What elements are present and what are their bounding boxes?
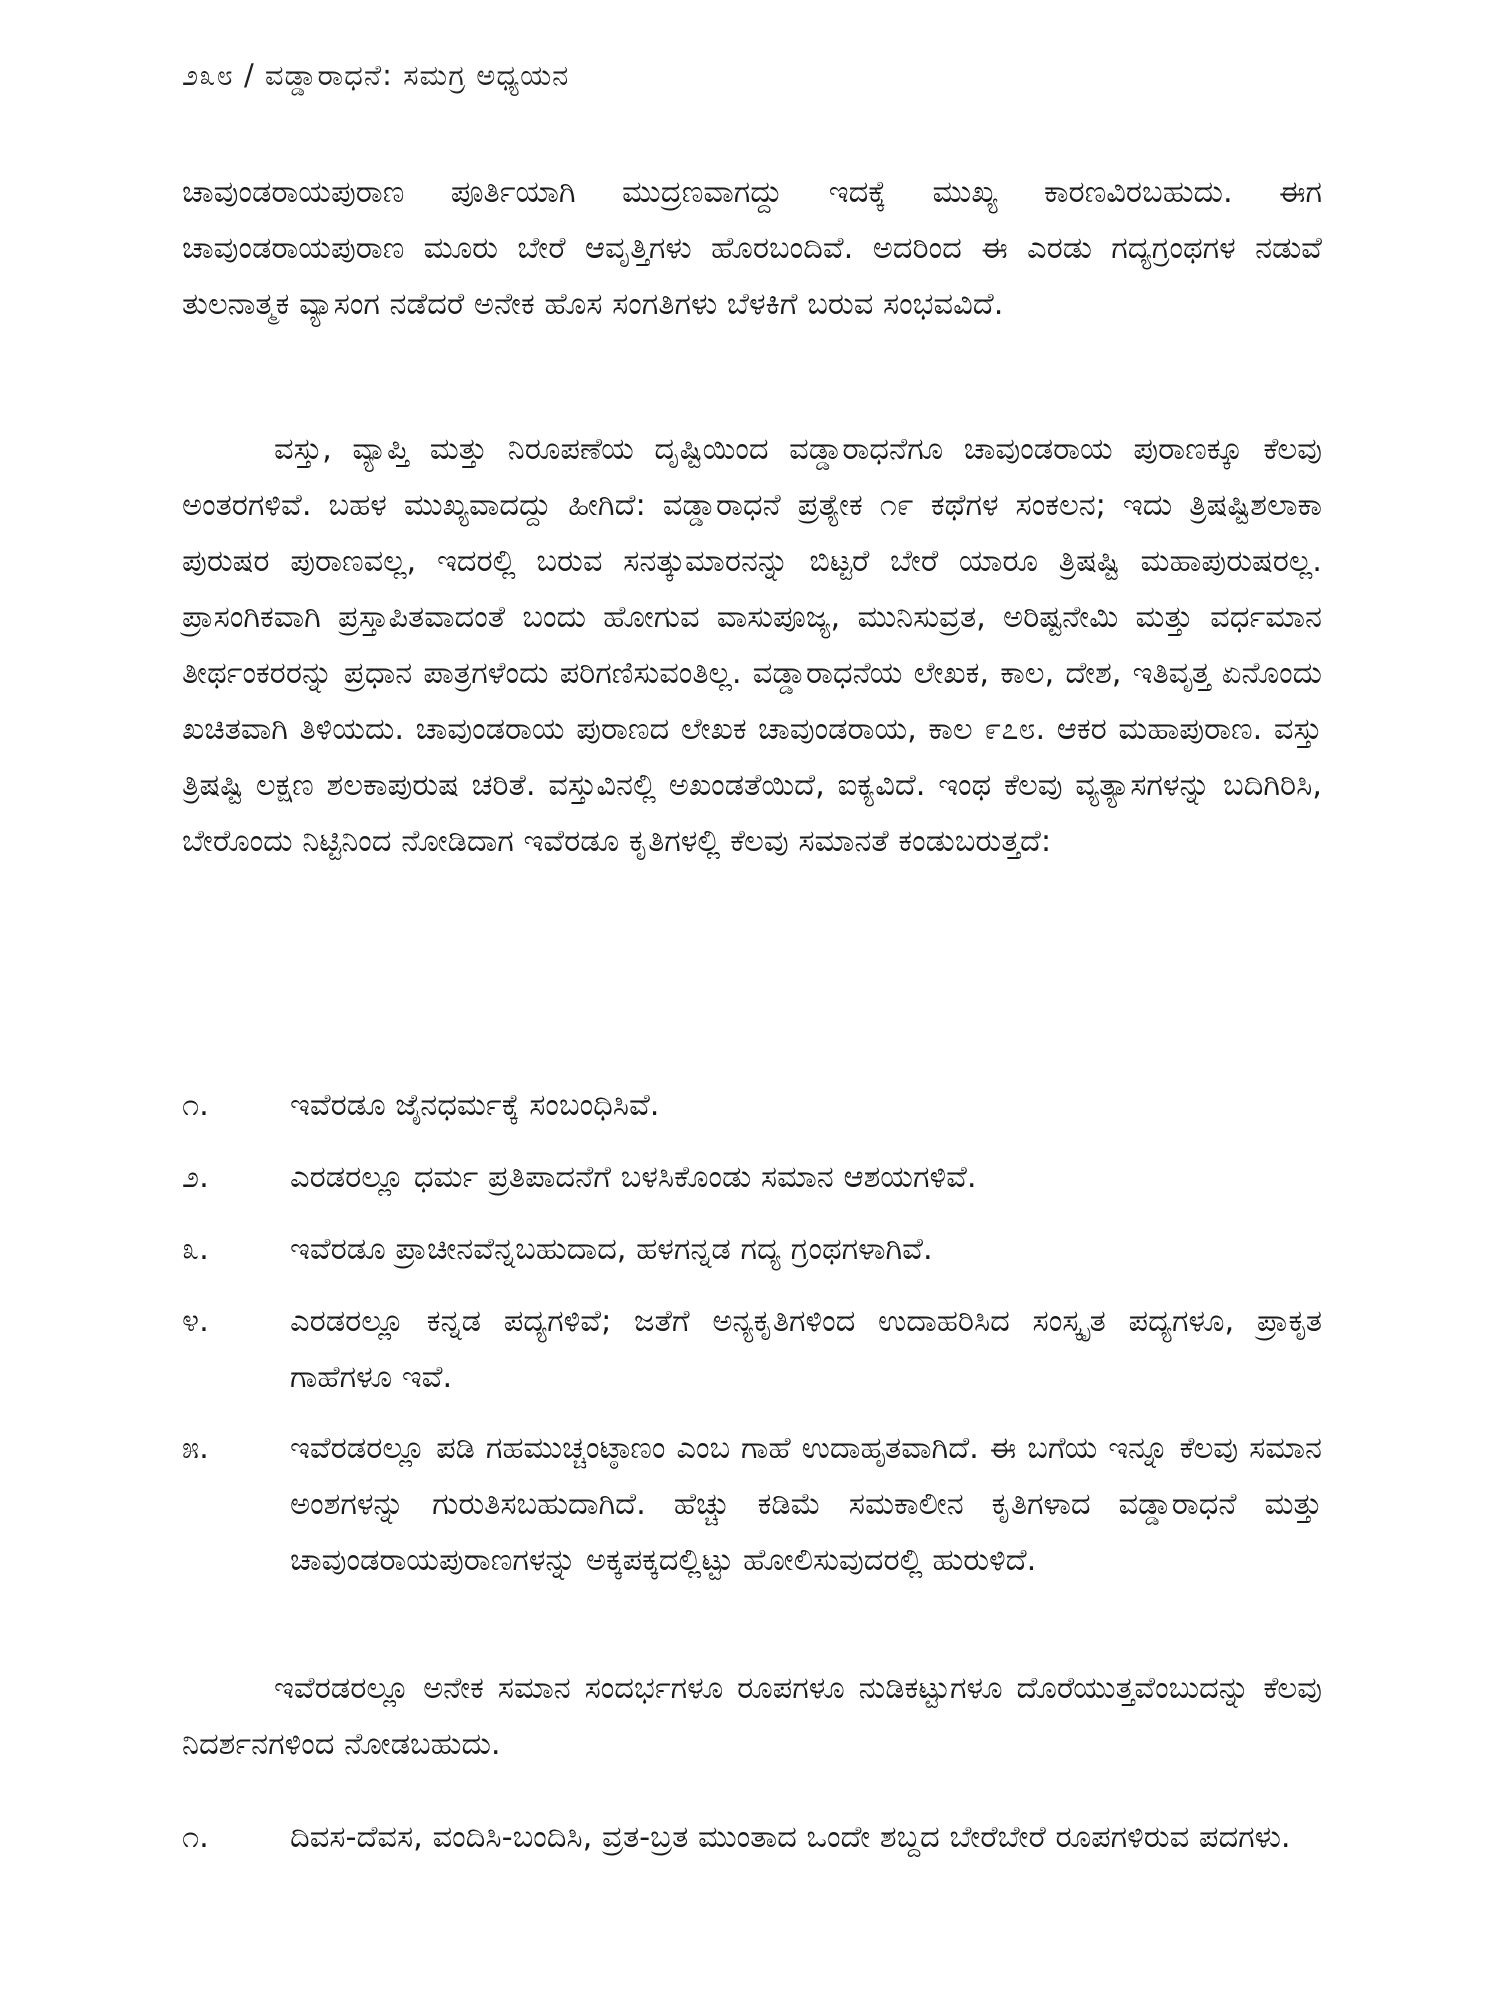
paragraph-differences: ವಸ್ತು, ವ್ಯಾಪ್ತಿ ಮತ್ತು ನಿರೂಪಣೆಯ ದೃಷ್ಟಿಯಿಂದ ವಡ್ಡಾರಾಧನೆಗೂ ಚಾವುಂಡರಾಯ ಪುರಾಣಕ್ಕೂ ಕೆಲವು ಅಂತರಗಳಿವೆ. ಬಹಳ ಮುಖ್ಯವಾದದ್ದು ಹೀಗಿದೆ: ವಡ್ಡಾರಾಧನೆ ಪ್ರತ್ಯೇಕ ೧೯ ಕಥೆಗಳ ಸಂಕಲನ; ಇದು ತ್ರಿಷಷ್ಟಿಶಲಾಕಾ ಪುರುಷರ ಪುರಾಣವಲ್ಲ, ಇದರಲ್ಲಿ ಬರುವ ಸನತ್ಕುಮಾರನನ್ನು ಬಿಟ್ಟರೆ ಬೇರೆ ಯಾರೂ ತ್ರಿಷಷ್ಟಿ ಮಹಾಪುರುಷರಲ್ಲ. ಪ್ರಾಸಂಗಿಕವಾಗಿ ಪ್ರಸ್ತಾಪಿತವಾದಂತೆ ಬಂದು ಹೋಗುವ ವಾಸುಪೂಜ್ಯ, ಮುನಿಸುವ್ರತ, ಅರಿಷ್ಟನೇಮಿ ಮತ್ತು ವರ್ಧಮಾನ ತೀರ್ಥಂಕರರನ್ನು ಪ್ರಧಾನ ಪಾತ್ರಗಳೆಂದು ಪರಿಗಣಿಸುವಂತಿಲ್ಲ. ವಡ್ಡಾರಾಧನೆಯ ಲೇಖಕ, ಕಾಲ, ದೇಶ, ಇತಿವೃತ್ತ ಏನೊಂದು ಖಚಿತವಾಗಿ ತಿಳಿಯದು. ಚಾವುಂಡರಾಯ ಪುರಾಣದ ಲೇಖಕ ಚಾವುಂಡರಾಯ, ಕಾಲ ೯೭೮. ಆಕರ ಮಹಾಪುರಾಣ. ವಸ್ತು ತ್ರಿಷಷ್ಟಿ ಲಕ್ಷಣ ಶಲಕಾಪುರುಷ ಚರಿತೆ. ವಸ್ತುವಿನಲ್ಲಿ ಅಖಂಡತೆಯಿದೆ, ಐಕ್ಯವಿದೆ. ಇಂಥ ಕೆಲವು ವ್ಯತ್ಯಾಸಗಳನ್ನು ಬದಿಗಿರಿಸಿ, ಬೇರೊಂದು ನಿಟ್ಟಿನಿಂದ ನೋಡಿದಾಗ ಇವೆರಡೂ ಕೃತಿಗಳಲ್ಲಿ ಕೆಲವು ಸಮಾನತೆ ಕಂಡುಬರುತ್ತದೆ:	[182, 432, 1322, 859]
item-number: ೪.	[182, 1304, 209, 1339]
item-number: ೧.	[182, 1820, 209, 1855]
item-text: ಇವೆರಡೂ ಜೈನಧರ್ಮಕ್ಕೆ ಸಂಬಂಧಿಸಿವೆ.	[290, 1088, 660, 1123]
item-number: ೩.	[182, 1232, 209, 1267]
paragraph-examples-intro: ಇವೆರಡರಲ್ಲೂ ಅನೇಕ ಸಮಾನ ಸಂದರ್ಭಗಳೂ ರೂಪಗಳೂ ನುಡಿಕಟ್ಟುಗಳೂ ದೊರೆಯುತ್ತವೆಂಬುದನ್ನು ಕೆಲವು ನಿದರ್ಶನಗಳಿಂದ ನೋಡಬಹುದು.	[182, 1671, 1322, 1762]
item-number: ೨.	[182, 1160, 209, 1195]
item-number: ೧.	[182, 1088, 209, 1123]
paragraph-intro: ಚಾವುಂಡರಾಯಪುರಾಣ ಪೂರ್ತಿಯಾಗಿ ಮುದ್ರಣವಾಗದ್ದು ಇದಕ್ಕೆ ಮುಖ್ಯ ಕಾರಣವಿರಬಹುದು. ಈಗ ಚಾವುಂಡರಾಯಪುರಾಣ ಮೂರು ಬೇರೆ ಆವೃತ್ತಿಗಳು ಹೊರಬಂದಿವೆ. ಅದರಿಂದ ಈ ಎರಡು ಗದ್ಯಗ್ರಂಥಗಳ ನಡುವೆ ತುಲನಾತ್ಮಕ ವ್ಯಾಸಂಗ ನಡೆದರೆ ಅನೇಕ ಹೊಸ ಸಂಗತಿಗಳು ಬೆಳಕಿಗೆ ಬರುವ ಸಂಭವವಿದೆ.	[182, 175, 1322, 322]
item-text: ಇವೆರಡರಲ್ಲೂ ಪಡಿ ಗಹಮುಚ್ಚಂಟ್ಠಾಣಂ ಎಂಬ ಗಾಹೆ ಉದಾಹೃತವಾಗಿದೆ. ಈ ಬಗೆಯ ಇನ್ನೂ ಕೆಲವು ಸಮಾನ ಅಂಶಗಳನ್ನು ಗುರುತಿಸಬಹುದಾಗಿದೆ. ಹೆಚ್ಚು ಕಡಿಮೆ ಸಮಕಾಲೀನ ಕೃತಿಗಳಾದ ವಡ್ಡಾರಾಧನೆ ಮತ್ತು ಚಾವುಂಡರಾಯಪುರಾಣಗಳನ್ನು ಅಕ್ಕಪಕ್ಕದಲ್ಲಿಟ್ಟು ಹೋಲಿಸುವುದರಲ್ಲಿ ಹುರುಳಿದೆ.	[290, 1431, 1322, 1578]
item-number: ೫.	[182, 1431, 209, 1466]
item-text: ಎರಡರಲ್ಲೂ ಧರ್ಮ ಪ್ರತಿಪಾದನೆಗೆ ಬಳಸಿಕೊಂಡು ಸಮಾನ ಆಶಯಗಳಿವೆ.	[290, 1160, 977, 1195]
item-text: ಇವೆರಡೂ ಪ್ರಾಚೀನವೆನ್ನಬಹುದಾದ, ಹಳಗನ್ನಡ ಗದ್ಯ ಗ್ರಂಥಗಳಾಗಿವೆ.	[290, 1232, 933, 1267]
item-text: ದಿವಸ-ದೆವಸ, ವಂದಿಸಿ-ಬಂದಿಸಿ, ವ್ರತ-ಬ್ರತ ಮುಂತಾದ ಒಂದೇ ಶಬ್ದದ ಬೇರೆಬೇರೆ ರೂಪಗಳಿರುವ ಪದಗಳು.	[290, 1820, 1291, 1855]
running-header: ೨೩೮ / ವಡ್ಡಾರಾಧನೆ: ಸಮಗ್ರ ಅಧ್ಯಯನ	[182, 58, 570, 92]
item-text: ಎರಡರಲ್ಲೂ ಕನ್ನಡ ಪದ್ಯಗಳಿವೆ; ಜತೆಗೆ ಅನ್ಯಕೃತಿಗಳಿಂದ ಉದಾಹರಿಸಿದ ಸಂಸ್ಕೃತ ಪದ್ಯಗಳೂ, ಪ್ರಾಕೃತ ಗಾಹೆಗಳೂ ಇವೆ.	[290, 1304, 1322, 1395]
